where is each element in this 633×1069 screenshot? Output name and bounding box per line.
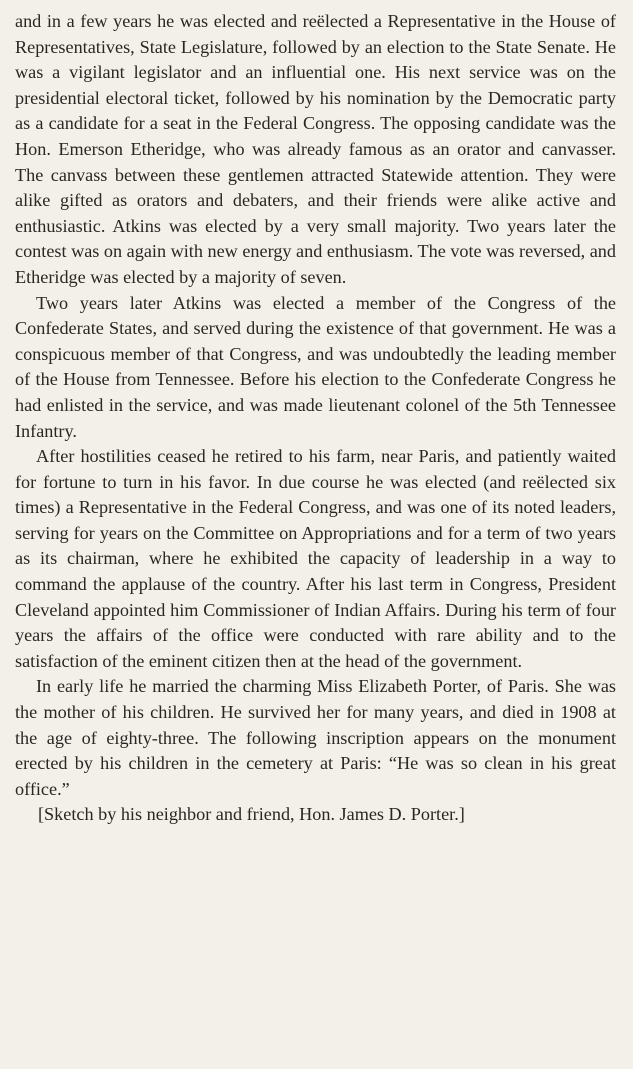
sketch-attribution: [Sketch by his neighbor and friend, Hon. James D. Porter.]	[38, 804, 465, 825]
paragraph-1: and in a few years he was elected and reëlected a Representative in the House of Representatives, State Legislature, followed by an election to the State Senate. He was a vigilant legislator and an influential one. His next service was on the presidential electoral ticket, followed by his nomination by the Democratic party as a candidate for a seat in the Federal Congress. The opposing candidate was the Hon. Emerson Etheridge, who was already famous as an orator and canvasser. The canvass between these gentlemen attracted Statewide attention. They were alike gifted as orators and debaters, and their friends were alike active and enthusiastic. Atkins was elected by a very small majority. Two years later the contest was on again with new energy and enthusiasm. The vote was reversed, and Etheridge was elected by a majority of seven.	[15, 11, 616, 287]
paragraph-3: After hostilities ceased he retired to his farm, near Paris, and patiently waited for fortune to turn in his favor. In due course he was elected (and reëlected six times) a Representative in the Federal Congress, and was one of its noted leaders, serving for years on the Committee on Appropriations and for a term of two years as its chairman, where he exhibited the capacity of leadership in a way to command the applause of the country. After his last term in Congress, President Cleveland appointed him Commissioner of Indian Affairs. During his term of four years the affairs of the office were conducted with rare ability and to the satisfaction of the eminent citizen then at the head of the government.	[15, 446, 616, 671]
body-text	[15, 9, 616, 828]
paragraph-2: Two years later Atkins was elected a member of the Congress of the Confederate States, and served during the existence of that government. He was a conspicuous member of that Congress, and was undoubtedly the leading member of the House from Tennessee. Before his election to the Confederate Congress he had enlisted in the service, and was made lieutenant colonel of the 5th Tennessee Infantry.	[15, 292, 616, 441]
paragraph-4: In early life he married the charming Miss Elizabeth Porter, of Paris. She was the mother of his children. He survived her for many years, and died in 1908 at the age of eighty-three. The following inscription appears on the monument erected by his children in the cemetery at Paris: “He was so clean in his great office.”	[15, 676, 616, 799]
